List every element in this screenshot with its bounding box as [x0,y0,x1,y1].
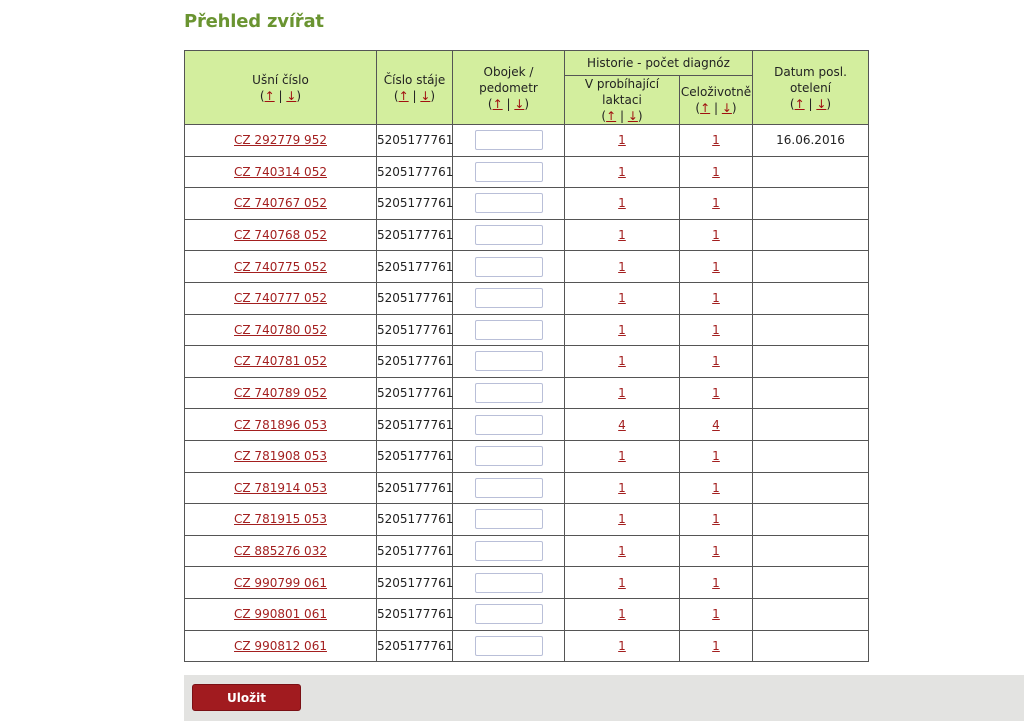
ear-number-link[interactable]: CZ 781896 053 [234,417,327,432]
ear-number-link[interactable]: CZ 740767 052 [234,196,327,211]
lactation-count-link[interactable]: 1 [618,449,626,464]
lactation-count-link[interactable]: 1 [618,638,626,653]
collar-input[interactable] [475,478,543,498]
sort-desc-stable-number[interactable]: ↓ [420,88,431,103]
table-row [185,535,869,567]
collar-cell [453,314,565,346]
table-row [185,409,869,441]
lactation-count-cell [565,156,680,188]
header-lactation-label: V probíhající laktaci [584,77,660,107]
collar-cell [453,282,565,314]
table-row [185,219,869,251]
lactation-count-cell [565,535,680,567]
header-collar-label: Obojek / pedometr [479,64,538,95]
last-calving-cell [753,282,869,314]
sort-desc-lifetime[interactable]: ↓ [721,101,732,115]
sort-desc-ear-number[interactable]: ↓ [286,88,297,103]
ear-number-link[interactable]: CZ 740777 052 [234,291,327,306]
ear-number-cell [185,346,377,378]
sort-controls-ear-number: (↑ | ↓) [259,88,302,103]
lactation-count-cell [565,219,680,251]
lifetime-count-link[interactable]: 1 [712,133,720,148]
header-stable-number [377,51,453,125]
lactation-count-link[interactable]: 1 [618,322,626,337]
last-calving-cell [753,219,869,251]
lactation-count-cell [565,440,680,472]
collar-input[interactable] [475,415,543,435]
collar-cell [453,346,565,378]
lifetime-count-link[interactable]: 1 [712,196,720,211]
last-calving-cell: 16.06.2016 [753,125,869,157]
lactation-count-cell [565,377,680,409]
stable-number-cell: 5205177761 [377,409,453,441]
collar-input[interactable] [475,636,543,656]
lifetime-count-cell [680,282,753,314]
stable-number-cell: 5205177761 [377,630,453,662]
collar-cell [453,630,565,662]
sort-controls-collar: (↑ | ↓) [487,96,530,111]
header-ear-number-label: Ušní číslo [252,72,309,87]
last-calving-cell [753,535,869,567]
ear-number-link[interactable]: CZ 781915 053 [234,512,327,527]
last-calving-cell [753,630,869,662]
last-calving-cell [753,188,869,220]
collar-input[interactable] [475,573,543,593]
sort-asc-collar[interactable]: ↑ [492,96,503,111]
lifetime-count-cell [680,219,753,251]
ear-number-cell [185,472,377,504]
sort-desc-last-calving[interactable]: ↓ [816,96,827,111]
lifetime-count-link[interactable]: 1 [712,164,720,179]
table-row [185,125,869,157]
table-row [185,472,869,504]
sort-asc-last-calving[interactable]: ↑ [794,96,805,111]
lactation-count-cell [565,567,680,599]
table-row [185,504,869,536]
stable-number-cell: 5205177761 [377,251,453,283]
lactation-count-link[interactable]: 1 [618,291,626,306]
last-calving-cell [753,567,869,599]
lactation-count-link[interactable]: 1 [618,607,626,622]
collar-input[interactable] [475,604,543,624]
ear-number-link[interactable]: CZ 781914 053 [234,480,327,495]
last-calving-cell [753,440,869,472]
stable-number-cell: 5205177761 [377,219,453,251]
ear-number-cell [185,504,377,536]
table-row [185,282,869,314]
ear-number-cell [185,409,377,441]
last-calving-cell [753,598,869,630]
sort-controls-lifetime: (↑ | ↓) [695,101,737,115]
lactation-count-link[interactable]: 1 [618,164,626,179]
header-lifetime [680,76,753,125]
stable-number-cell: 5205177761 [377,156,453,188]
stable-number-cell: 5205177761 [377,125,453,157]
lifetime-count-link[interactable]: 1 [712,449,720,464]
lifetime-count-link[interactable]: 1 [712,544,720,559]
ear-number-link[interactable]: CZ 885276 032 [234,544,327,559]
ear-number-cell [185,598,377,630]
header-lifetime-label: Celoživotně [680,85,752,99]
lifetime-count-link[interactable]: 4 [712,417,720,432]
last-calving-cell [753,377,869,409]
last-calving-cell [753,409,869,441]
last-calving-cell [753,156,869,188]
lifetime-count-link[interactable]: 1 [712,575,720,590]
lifetime-count-cell [680,630,753,662]
sort-desc-lactation[interactable]: ↓ [627,109,638,123]
header-lactation [565,76,680,125]
lifetime-count-link[interactable]: 1 [712,354,720,369]
lactation-count-link[interactable]: 4 [618,417,626,432]
table-row [185,251,869,283]
ear-number-link[interactable]: CZ 740768 052 [234,228,327,243]
ear-number-link[interactable]: CZ 740780 052 [234,322,327,337]
stable-number-cell: 5205177761 [377,504,453,536]
collar-cell [453,567,565,599]
lifetime-count-link[interactable]: 1 [712,291,720,306]
lifetime-count-cell [680,188,753,220]
ear-number-cell [185,630,377,662]
lactation-count-cell [565,251,680,283]
ear-number-cell [185,251,377,283]
collar-cell [453,251,565,283]
collar-cell [453,535,565,567]
sort-asc-ear-number[interactable]: ↑ [264,88,275,103]
table-row [185,598,869,630]
collar-cell [453,188,565,220]
table-row [185,630,869,662]
ear-number-cell [185,282,377,314]
ear-number-cell [185,567,377,599]
collar-input[interactable] [475,130,543,150]
lactation-count-link[interactable]: 1 [618,480,626,495]
sort-controls-last-calving: (↑ | ↓) [789,96,832,111]
collar-cell [453,156,565,188]
animals-table [184,50,869,662]
lactation-count-cell [565,282,680,314]
collar-cell [453,409,565,441]
lactation-count-link[interactable]: 1 [618,575,626,590]
lactation-count-link[interactable]: 1 [618,133,626,148]
lifetime-count-cell [680,377,753,409]
collar-input[interactable] [475,320,543,340]
lactation-count-cell [565,188,680,220]
sort-desc-collar[interactable]: ↓ [514,96,525,111]
stable-number-cell: 5205177761 [377,282,453,314]
lifetime-count-link[interactable]: 1 [712,512,720,527]
lactation-count-link[interactable]: 1 [618,228,626,243]
ear-number-link[interactable]: CZ 292779 952 [234,133,327,148]
lifetime-count-cell [680,156,753,188]
page-title: Přehled zvířat [184,11,324,32]
sort-controls-stable-number: (↑ | ↓) [393,88,436,103]
lifetime-count-cell [680,125,753,157]
ear-number-link[interactable]: CZ 740789 052 [234,386,327,401]
ear-number-cell [185,188,377,220]
lifetime-count-link[interactable]: 1 [712,638,720,653]
ear-number-link[interactable]: CZ 990799 061 [234,575,327,590]
ear-number-link[interactable]: CZ 990801 061 [234,607,327,622]
lifetime-count-cell [680,314,753,346]
last-calving-cell [753,472,869,504]
header-stable-number-label: Číslo stáje [383,72,446,87]
lifetime-count-link[interactable]: 1 [712,259,720,274]
header-last-calving [753,51,869,125]
ear-number-cell [185,377,377,409]
table-row [185,156,869,188]
ear-number-cell [185,314,377,346]
collar-cell [453,219,565,251]
stable-number-cell: 5205177761 [377,188,453,220]
lifetime-count-cell [680,251,753,283]
header-last-calving-label: Datum posl. otelení [774,64,847,95]
collar-input[interactable] [475,193,543,213]
collar-cell [453,377,565,409]
lactation-count-cell [565,504,680,536]
collar-input[interactable] [475,162,543,182]
lifetime-count-link[interactable]: 1 [712,322,720,337]
header-collar [453,51,565,125]
lifetime-count-cell [680,346,753,378]
lifetime-count-link[interactable]: 1 [712,480,720,495]
collar-cell [453,125,565,157]
ear-number-cell [185,440,377,472]
save-button[interactable]: Uložit [192,684,301,711]
last-calving-cell [753,251,869,283]
table-row [185,440,869,472]
collar-cell [453,598,565,630]
ear-number-cell [185,219,377,251]
lifetime-count-link[interactable]: 1 [712,607,720,622]
collar-input[interactable] [475,446,543,466]
stable-number-cell: 5205177761 [377,567,453,599]
ear-number-link[interactable]: CZ 740781 052 [234,354,327,369]
stable-number-cell: 5205177761 [377,346,453,378]
header-history-group: Historie - počet diagnóz [565,51,753,76]
lactation-count-link[interactable]: 1 [618,354,626,369]
sort-asc-lactation[interactable]: ↑ [606,109,617,123]
lifetime-count-cell [680,504,753,536]
header-ear-number [185,51,377,125]
lifetime-count-cell [680,409,753,441]
collar-cell [453,472,565,504]
sort-controls-lactation: (↑ | ↓) [601,109,643,123]
table-row [185,567,869,599]
collar-input[interactable] [475,288,543,308]
stable-number-cell: 5205177761 [377,314,453,346]
collar-input[interactable] [475,383,543,403]
last-calving-cell [753,504,869,536]
lactation-count-cell [565,314,680,346]
ear-number-link[interactable]: CZ 990812 061 [234,638,327,653]
table-body [185,125,869,662]
lactation-count-cell [565,346,680,378]
lactation-count-cell [565,598,680,630]
last-calving-cell [753,346,869,378]
lactation-count-link[interactable]: 1 [618,544,626,559]
stable-number-cell: 5205177761 [377,535,453,567]
lactation-count-cell [565,630,680,662]
table-row [185,346,869,378]
lifetime-count-cell [680,598,753,630]
lactation-count-cell [565,125,680,157]
ear-number-cell [185,535,377,567]
lifetime-count-cell [680,440,753,472]
lactation-count-cell [565,472,680,504]
collar-cell [453,504,565,536]
lactation-count-cell [565,409,680,441]
collar-input[interactable] [475,351,543,371]
stable-number-cell: 5205177761 [377,598,453,630]
lifetime-count-cell [680,472,753,504]
collar-cell [453,440,565,472]
sort-asc-lifetime[interactable]: ↑ [700,101,711,115]
lifetime-count-link[interactable]: 1 [712,228,720,243]
table-row [185,377,869,409]
table-row [185,314,869,346]
stable-number-cell: 5205177761 [377,377,453,409]
stable-number-cell: 5205177761 [377,472,453,504]
last-calving-cell [753,314,869,346]
lactation-count-link[interactable]: 1 [618,386,626,401]
table-row [185,188,869,220]
lifetime-count-cell [680,535,753,567]
collar-input[interactable] [475,257,543,277]
ear-number-cell [185,156,377,188]
ear-number-link[interactable]: CZ 740775 052 [234,259,327,274]
collar-input[interactable] [475,541,543,561]
footer-bar [184,675,1024,721]
lactation-count-link[interactable]: 1 [618,512,626,527]
stable-number-cell: 5205177761 [377,440,453,472]
lactation-count-link[interactable]: 1 [618,196,626,211]
ear-number-cell [185,125,377,157]
lifetime-count-cell [680,567,753,599]
ear-number-link[interactable]: CZ 781908 053 [234,449,327,464]
lifetime-count-link[interactable]: 1 [712,386,720,401]
ear-number-link[interactable]: CZ 740314 052 [234,164,327,179]
collar-input[interactable] [475,225,543,245]
sort-asc-stable-number[interactable]: ↑ [398,88,409,103]
lactation-count-link[interactable]: 1 [618,259,626,274]
collar-input[interactable] [475,509,543,529]
